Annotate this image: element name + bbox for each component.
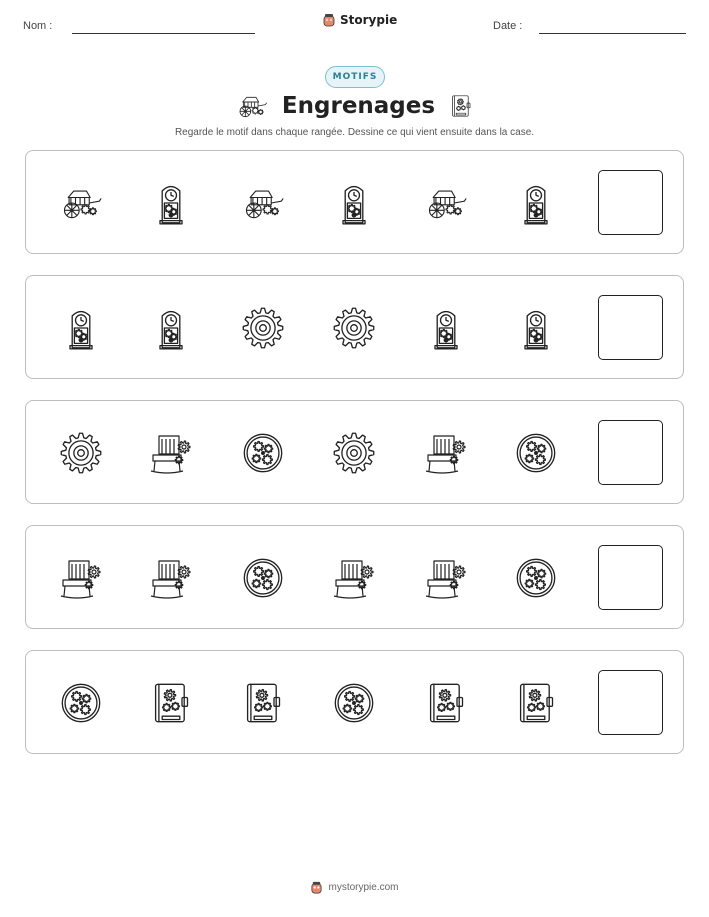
gear-icon	[59, 431, 103, 475]
grandfather-clock-icon	[149, 181, 193, 225]
pattern-row	[25, 650, 684, 754]
storypie-mascot-icon	[310, 881, 323, 894]
grandfather-clock-icon	[59, 306, 103, 350]
title-left-icon	[236, 94, 268, 118]
gear-chair-icon	[332, 556, 376, 600]
grandfather-clock-icon	[514, 181, 558, 225]
gear-chair-icon	[149, 556, 193, 600]
title-block	[0, 92, 709, 120]
footer-url[interactable]: mystorypie.com	[328, 882, 399, 893]
answer-box[interactable]	[598, 420, 663, 485]
gear-chair-icon	[424, 431, 468, 475]
grandfather-clock-icon	[332, 181, 376, 225]
grandfather-clock-icon	[514, 306, 558, 350]
instructions: Regarde le motif dans chaque rangée. Dessine ce qui vient ensuite dans la case.	[174, 127, 535, 138]
grandfather-clock-icon	[149, 306, 193, 350]
gear-chair-icon	[59, 556, 103, 600]
gear-plate-icon	[241, 431, 285, 475]
title-right-icon	[449, 92, 473, 120]
brand-name: Storypie	[340, 13, 398, 27]
gear-icon	[241, 306, 285, 350]
category-badge: MOTIFS	[325, 66, 385, 88]
gear-chair-icon	[424, 556, 468, 600]
answer-box[interactable]	[598, 170, 663, 235]
pattern-row	[25, 150, 684, 254]
brand-logo	[322, 13, 397, 27]
gear-icon	[332, 431, 376, 475]
date-line[interactable]	[539, 33, 686, 34]
gear-book-icon	[424, 681, 468, 725]
gear-plate-icon	[59, 681, 103, 725]
cart-gear-icon	[424, 181, 468, 225]
answer-box[interactable]	[598, 295, 663, 360]
gear-plate-icon	[514, 431, 558, 475]
grandfather-clock-icon	[424, 306, 468, 350]
storypie-mascot-icon	[322, 13, 336, 27]
answer-box[interactable]	[598, 545, 663, 610]
gear-plate-icon	[514, 556, 558, 600]
date-label: Date :	[493, 20, 523, 32]
pattern-row	[25, 525, 684, 629]
gear-chair-icon	[149, 431, 193, 475]
answer-box[interactable]	[598, 670, 663, 735]
pattern-row	[25, 275, 684, 379]
gear-plate-icon	[332, 681, 376, 725]
gear-book-icon	[241, 681, 285, 725]
gear-book-icon	[514, 681, 558, 725]
page-title: Engrenages	[281, 93, 436, 119]
gear-plate-icon	[241, 556, 285, 600]
gear-book-icon	[149, 681, 193, 725]
name-label: Nom :	[23, 20, 53, 32]
cart-gear-icon	[59, 181, 103, 225]
pattern-row	[25, 400, 684, 504]
gear-icon	[332, 306, 376, 350]
footer	[0, 881, 709, 894]
cart-gear-icon	[241, 181, 285, 225]
name-line[interactable]	[72, 33, 255, 34]
